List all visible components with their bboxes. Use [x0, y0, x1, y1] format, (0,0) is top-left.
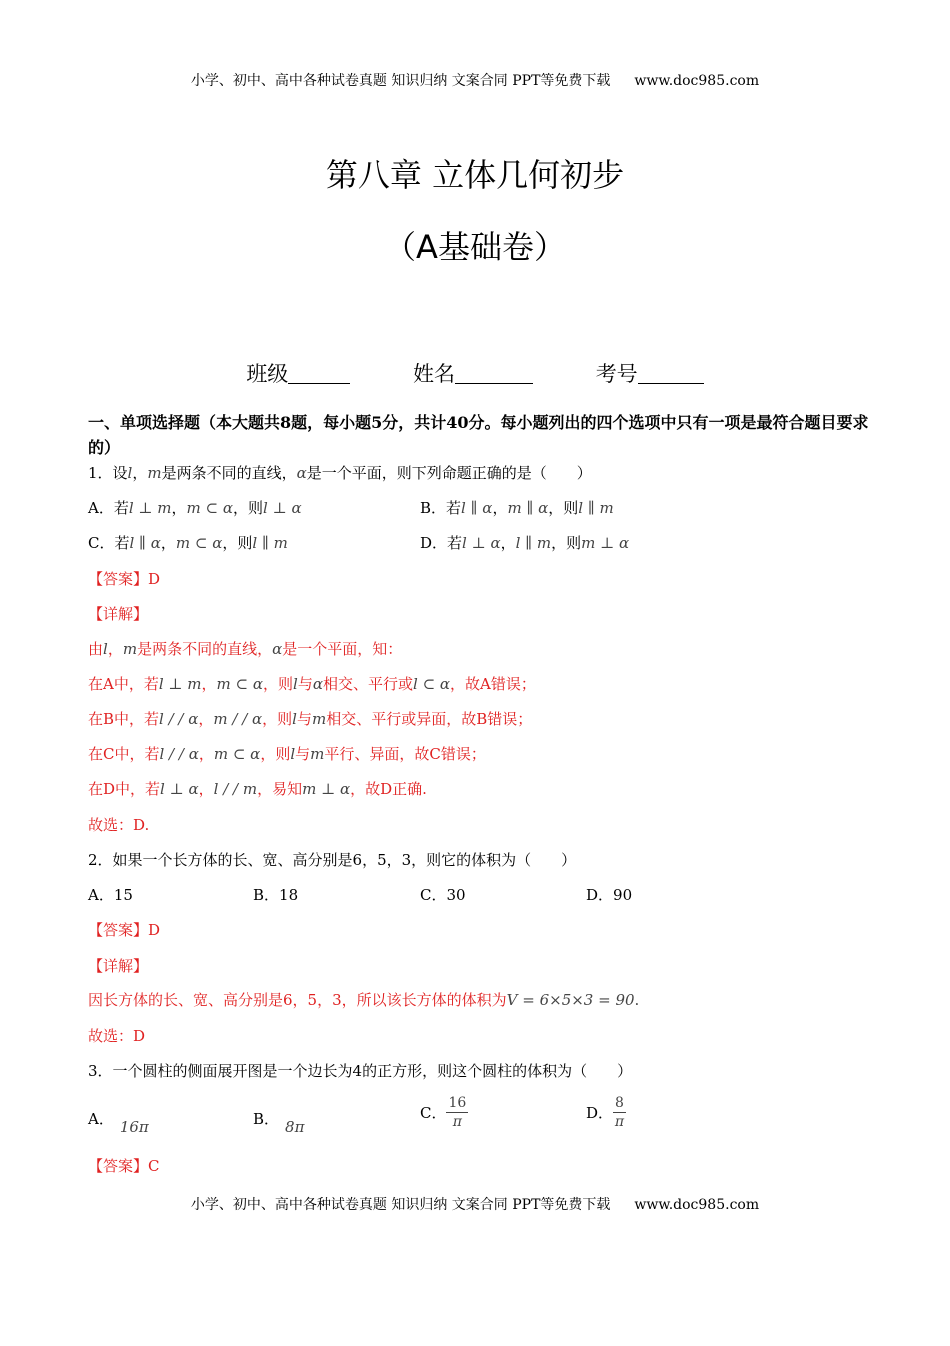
- q3-option-b[interactable]: [253, 1108, 305, 1136]
- q3-answer-value: C: [148, 1157, 160, 1175]
- q3-opt-c-denominator: π: [452, 1114, 462, 1130]
- q1-opt-a-e3: l ⊥ α: [263, 499, 302, 517]
- q1-l5-e: ，易知: [257, 780, 303, 798]
- q2-detail-formula: V = 6×5×3 = 90: [506, 991, 635, 1009]
- q3-opt-a-value: 16π: [119, 1118, 149, 1136]
- q1-l5-g: ，故D正确.: [350, 780, 427, 798]
- q1-l1-d: m: [122, 640, 138, 658]
- q1-detail-line3: [88, 708, 532, 729]
- q1-opt-d-sep2: ，则: [551, 534, 582, 552]
- q1-l1-f: α: [272, 640, 283, 658]
- q3-option-d[interactable]: [586, 1094, 626, 1131]
- q1-l2-g: 与: [297, 675, 313, 693]
- q1-l4-b: l / / α: [159, 745, 199, 763]
- q1-opt-b-e1: l ∥ α: [461, 499, 493, 517]
- q1-opt-b-sep2: ，则: [548, 499, 579, 517]
- q1-l4-d: m ⊂ α: [213, 745, 261, 763]
- q1-l3-c: ，: [198, 710, 214, 728]
- q1-answer-label: 【答案】: [88, 570, 149, 588]
- q1-l3-a: 在B中，若: [88, 710, 160, 728]
- q1-l2-a: 在A中，若: [88, 675, 159, 693]
- q1-comma: ，: [132, 464, 148, 482]
- q1-option-d[interactable]: [420, 532, 629, 553]
- q1-opt-a-sep1: ，: [171, 499, 187, 517]
- q3-option-c[interactable]: [420, 1094, 468, 1131]
- q1-l3-e: ，则: [262, 710, 293, 728]
- page-header: [0, 70, 950, 90]
- q1-l2-i: 相交、平行或: [322, 675, 413, 693]
- q1-l2-k: ，故A错误；: [450, 675, 536, 693]
- class-label: 班级: [246, 362, 289, 386]
- q1-opt-d-e3: m ⊥ α: [581, 534, 630, 552]
- q1-l2-d: m ⊂ α: [216, 675, 263, 693]
- q1-stem-a: 1．设: [88, 464, 128, 482]
- q1-detail-line1: [88, 638, 402, 659]
- q1-detail-line2: [88, 673, 536, 694]
- q1-detail-line4: [88, 743, 486, 764]
- class-blank[interactable]: [288, 363, 350, 384]
- q2-conclusion: 故选：D: [88, 1027, 146, 1045]
- page-footer: [0, 1194, 950, 1214]
- q2-detail-label: 【详解】: [88, 957, 149, 975]
- q1-l3-d: m / / α: [213, 710, 263, 728]
- q1-l4-f: l: [290, 745, 296, 763]
- q1-option-a[interactable]: [88, 497, 302, 518]
- q3-opt-d-fraction: [613, 1094, 626, 1131]
- q1-l1-c: ，: [107, 640, 123, 658]
- q1-l2-h: α: [312, 675, 323, 693]
- q3-opt-c-label: C．: [420, 1104, 447, 1122]
- q1-stem-b: 是两条不同的直线，: [161, 464, 297, 482]
- q1-conclusion: 故选：D.: [88, 816, 150, 834]
- name-blank[interactable]: [455, 363, 533, 384]
- q1-l5-d: l / / m: [213, 780, 258, 798]
- q3-stem: 3．一个圆柱的侧面展开图是一个边长为4的正方形，则这个圆柱的体积为（ ）: [88, 1062, 633, 1080]
- q1-opt-b-e3: l ∥ m: [578, 499, 614, 517]
- q2-option-b[interactable]: B．18: [253, 886, 299, 904]
- q1-l1-e: 是两条不同的直线，: [137, 640, 273, 658]
- student-info: [0, 358, 950, 388]
- q3-opt-d-numerator: 8: [615, 1095, 624, 1111]
- q1-opt-d-e1: l ⊥ α: [462, 534, 501, 552]
- q1-l4-c: ，: [198, 745, 214, 763]
- q1-l2-j: l ⊂ α: [413, 675, 451, 693]
- footer-url[interactable]: www.doc985.com: [634, 1197, 760, 1213]
- q1-opt-a-sep2: ，则: [233, 499, 264, 517]
- q1-detail-label: 【详解】: [88, 605, 149, 623]
- q2-detail-line: [88, 989, 639, 1010]
- section-heading: 一、单项选择题（本大题共8题，每小题5分，共计40分。每小题列出的四个选项中只有一项是最符合题目要求的）: [88, 413, 869, 457]
- q1-detail-line5: [88, 778, 427, 799]
- q1-l4-g: 与: [295, 745, 311, 763]
- q1-opt-d-sep1: ，: [500, 534, 516, 552]
- q3-option-a[interactable]: [88, 1108, 149, 1136]
- q1-l4-e: ，则: [260, 745, 291, 763]
- q1-l5-c: ，: [198, 780, 214, 798]
- q1-l4-h: m: [310, 745, 325, 763]
- q1-var-l: l: [127, 464, 133, 482]
- chapter-subtitle: （A基础卷）: [384, 228, 566, 266]
- q1-l5-f: m ⊥ α: [302, 780, 351, 798]
- q1-l3-i: 相交、平行或异面，故B错误；: [326, 710, 533, 728]
- q3-answer-label: 【答案】: [88, 1157, 149, 1175]
- q2-stem: 2．如果一个长方体的长、宽、高分别是6，5，3，则它的体积为（ ）: [88, 851, 577, 869]
- q2-option-d[interactable]: D．90: [586, 886, 633, 904]
- q1-stem: [88, 462, 592, 483]
- header-url[interactable]: www.doc985.com: [634, 73, 760, 89]
- q3-opt-c-numerator: 16: [448, 1095, 467, 1111]
- q1-opt-c-e1: l ∥ α: [129, 534, 161, 552]
- q1-l5-b: l ⊥ α: [160, 780, 199, 798]
- q1-l3-f: l: [292, 710, 297, 728]
- q1-l3-g: 与: [296, 710, 312, 728]
- q2-answer: [88, 919, 160, 940]
- id-label: 考号: [595, 362, 638, 386]
- q1-l4-i: 平行、异面，故C错误；: [324, 745, 486, 763]
- q1-opt-a-label: A．若: [88, 499, 129, 517]
- q2-detail-text: 因长方体的长、宽、高分别是6，5，3，所以该长方体的体积为: [88, 991, 507, 1009]
- q1-opt-b-sep1: ，: [492, 499, 508, 517]
- q1-l2-c: ，: [201, 675, 217, 693]
- q2-detail-end: .: [634, 991, 640, 1009]
- q1-opt-d-label: D．若: [420, 534, 463, 552]
- id-field: [596, 358, 704, 388]
- q2-option-c[interactable]: C．30: [420, 886, 466, 904]
- id-blank[interactable]: [638, 363, 704, 384]
- q2-option-a[interactable]: A．15: [88, 886, 133, 904]
- q1-stem-c: 是一个平面，则下列命题正确的是（ ）: [306, 464, 592, 482]
- q1-opt-c-label: C．若: [88, 534, 130, 552]
- q3-opt-a-label: A．: [88, 1110, 114, 1128]
- q3-opt-d-denominator: π: [614, 1114, 625, 1130]
- q1-opt-a-e2: m ⊂ α: [186, 499, 233, 517]
- q1-opt-b-label: B．若: [420, 499, 462, 517]
- q1-var-alpha: α: [296, 464, 307, 482]
- q3-opt-b-value: 8π: [285, 1118, 305, 1136]
- q3-answer: [88, 1155, 160, 1176]
- q2-answer-value: D: [148, 921, 161, 939]
- q1-opt-c-sep1: ，: [160, 534, 176, 552]
- q1-opt-a-e1: l ⊥ m: [128, 499, 172, 517]
- footer-text: 小学、初中、高中各种试卷真题 知识归纳 文案合同 PPT等免费下载: [190, 1197, 611, 1213]
- q2-answer-label: 【答案】: [88, 921, 149, 939]
- q1-opt-c-sep2: ，则: [222, 534, 253, 552]
- chapter-title: 第八章 立体几何初步: [325, 156, 625, 194]
- q1-l2-f: l: [293, 675, 298, 693]
- q1-l1-a: 由: [88, 640, 104, 658]
- q1-l1-b: l: [103, 640, 108, 658]
- q3-opt-d-label: D．: [586, 1104, 614, 1122]
- q1-opt-c-e2: m ⊂ α: [175, 534, 223, 552]
- name-label: 姓名: [413, 362, 455, 386]
- q1-var-m: m: [147, 464, 162, 482]
- q1-answer: [88, 568, 160, 589]
- q1-opt-c-e3: l ∥ m: [252, 534, 288, 552]
- q1-l4-a: 在C中，若: [88, 745, 160, 763]
- q1-l1-g: 是一个平面，知：: [282, 640, 403, 658]
- q1-opt-b-e2: m ∥ α: [507, 499, 549, 517]
- q1-l3-h: m: [312, 710, 327, 728]
- name-field: [413, 358, 533, 388]
- q1-l5-a: 在D中，若: [88, 780, 161, 798]
- q1-option-c[interactable]: [88, 532, 288, 553]
- q1-l2-b: l ⊥ m: [158, 675, 202, 693]
- q1-l3-b: l / / α: [159, 710, 199, 728]
- q1-answer-value: D: [148, 570, 161, 588]
- header-text: 小学、初中、高中各种试卷真题 知识归纳 文案合同 PPT等免费下载: [190, 73, 611, 89]
- q3-opt-b-label: B．: [253, 1110, 280, 1128]
- q1-option-b[interactable]: [420, 497, 614, 518]
- q1-l2-e: ，则: [263, 675, 294, 693]
- q1-opt-d-e2: l ∥ m: [515, 534, 552, 552]
- class-field: [246, 358, 350, 388]
- q3-opt-c-fraction: [446, 1094, 468, 1131]
